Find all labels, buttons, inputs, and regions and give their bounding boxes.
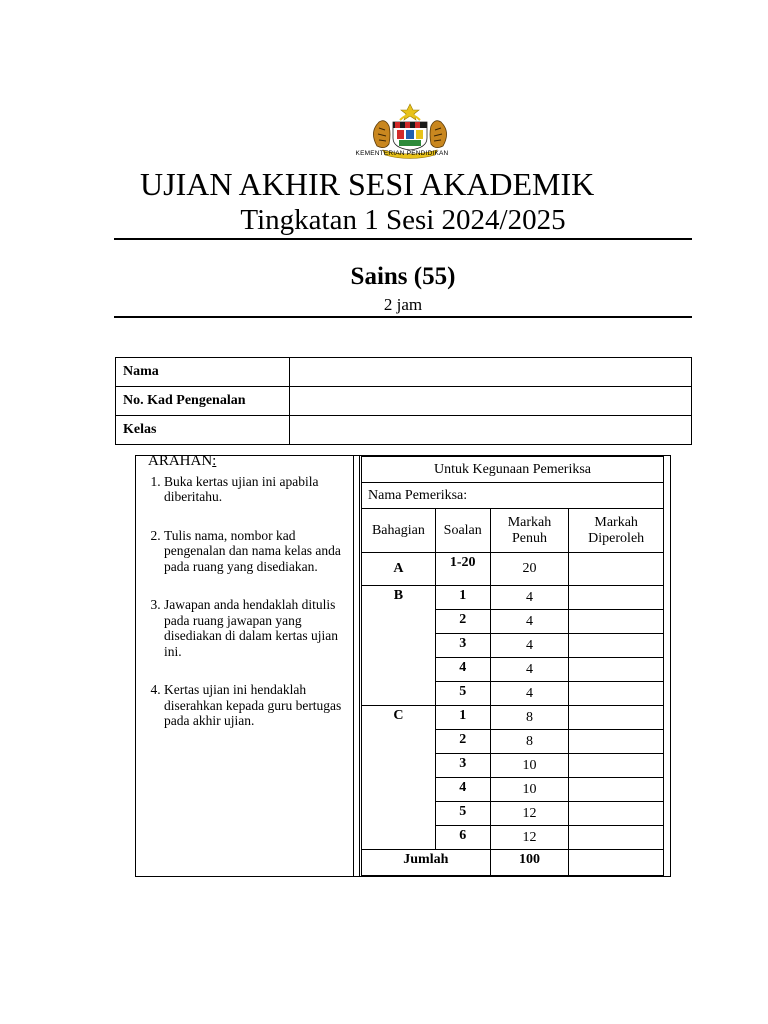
col-header-full-marks: Markah Penuh [490, 509, 569, 553]
exam-title: UJIAN AKHIR SESI AKADEMIK [140, 166, 595, 202]
full-marks: 10 [490, 778, 569, 802]
instruction-item: 1. Buka kertas ujian ini apabila diberitahu. [164, 474, 348, 505]
crest-tiger-left [373, 121, 390, 148]
instruction-item: 4. Kertas ujian ini hendaklah diserahkan kepada guru bertugas pada akhir ujian. [164, 682, 348, 729]
field-label: Kelas [116, 416, 290, 445]
section-label: C [362, 706, 436, 850]
title-divider [114, 238, 692, 240]
full-marks: 4 [490, 586, 569, 610]
crest-shield [393, 122, 427, 150]
student-row-ic [116, 387, 692, 416]
frame-divider [353, 455, 354, 877]
class-field[interactable] [290, 416, 692, 445]
total-row [362, 850, 664, 876]
total-label: Jumlah [362, 850, 491, 876]
question-number: 3 [435, 634, 490, 658]
question-number: 3 [435, 754, 490, 778]
examiner-name-field[interactable] [362, 483, 664, 509]
instruction-item: 2. Tulis nama, nombor kad pengenalan dan nama kelas anda pada ruang yang disediakan. [164, 528, 348, 575]
marks-obtained-cell[interactable] [569, 730, 664, 754]
marks-obtained-cell[interactable] [569, 826, 664, 850]
marks-obtained-cell[interactable] [569, 634, 664, 658]
section-label: A [362, 553, 436, 586]
col-header-marks-obtained: Markah Diperoleh [569, 509, 664, 553]
instructions-list [148, 474, 348, 729]
subject-divider [114, 316, 692, 318]
exam-duration: 2 jam [383, 295, 423, 314]
full-marks: 4 [490, 682, 569, 706]
question-number: 5 [435, 802, 490, 826]
marks-obtained-cell[interactable] [569, 778, 664, 802]
ministry-name: KEMENTERIAN PENDIDIKAN [355, 150, 449, 157]
name-field[interactable] [290, 358, 692, 387]
table-row [362, 553, 664, 586]
ic-number-field[interactable] [290, 387, 692, 416]
question-number: 4 [435, 658, 490, 682]
question-number: 1 [435, 706, 490, 730]
full-marks: 20 [490, 553, 569, 586]
question-number: 2 [435, 730, 490, 754]
total-obtained-cell[interactable] [569, 850, 664, 876]
total-full-marks: 100 [490, 850, 569, 876]
question-number: 2 [435, 610, 490, 634]
question-number: 1-20 [435, 553, 490, 586]
full-marks: 12 [490, 802, 569, 826]
full-marks: 8 [490, 730, 569, 754]
marks-obtained-cell[interactable] [569, 553, 664, 586]
marks-obtained-cell[interactable] [569, 658, 664, 682]
marks-obtained-cell[interactable] [569, 586, 664, 610]
marks-obtained-cell[interactable] [569, 610, 664, 634]
marks-obtained-cell[interactable] [569, 682, 664, 706]
field-label: No. Kad Pengenalan [116, 387, 290, 416]
instructions-heading: ARAHAN: [148, 453, 217, 469]
question-number: 5 [435, 682, 490, 706]
question-number: 4 [435, 778, 490, 802]
marks-obtained-cell[interactable] [569, 754, 664, 778]
question-number: 6 [435, 826, 490, 850]
marks-obtained-cell[interactable] [569, 802, 664, 826]
section-label: B [362, 586, 436, 706]
student-row-name [116, 358, 692, 387]
field-label: Nama [116, 358, 290, 387]
instruction-item: 3. Jawapan anda hendaklah ditulis pada ruang jawapan yang disediakan di dalam kertas ujian ini. [164, 597, 348, 659]
examiner-marks-table [361, 456, 664, 876]
table-row [362, 706, 664, 730]
full-marks: 4 [490, 610, 569, 634]
examiner-title: Untuk Kegunaan Pemeriksa [362, 457, 664, 483]
crest-tiger-right [430, 121, 447, 148]
full-marks: 4 [490, 634, 569, 658]
full-marks: 4 [490, 658, 569, 682]
student-info-table [115, 357, 692, 445]
examiner-name-label: Nama Pemeriksa: [368, 487, 468, 503]
question-number: 1 [435, 586, 490, 610]
full-marks: 8 [490, 706, 569, 730]
col-header-section: Bahagian [362, 509, 436, 553]
full-marks: 12 [490, 826, 569, 850]
subject-title: Sains (55) [350, 263, 456, 290]
crest-star [400, 104, 420, 120]
table-row [362, 586, 664, 610]
exam-subtitle: Tingkatan 1 Sesi 2024/2025 [240, 204, 566, 236]
student-row-class [116, 416, 692, 445]
instructions-panel [148, 454, 348, 752]
marks-obtained-cell[interactable] [569, 706, 664, 730]
frame-divider [359, 455, 360, 877]
full-marks: 10 [490, 754, 569, 778]
col-header-question: Soalan [435, 509, 490, 553]
